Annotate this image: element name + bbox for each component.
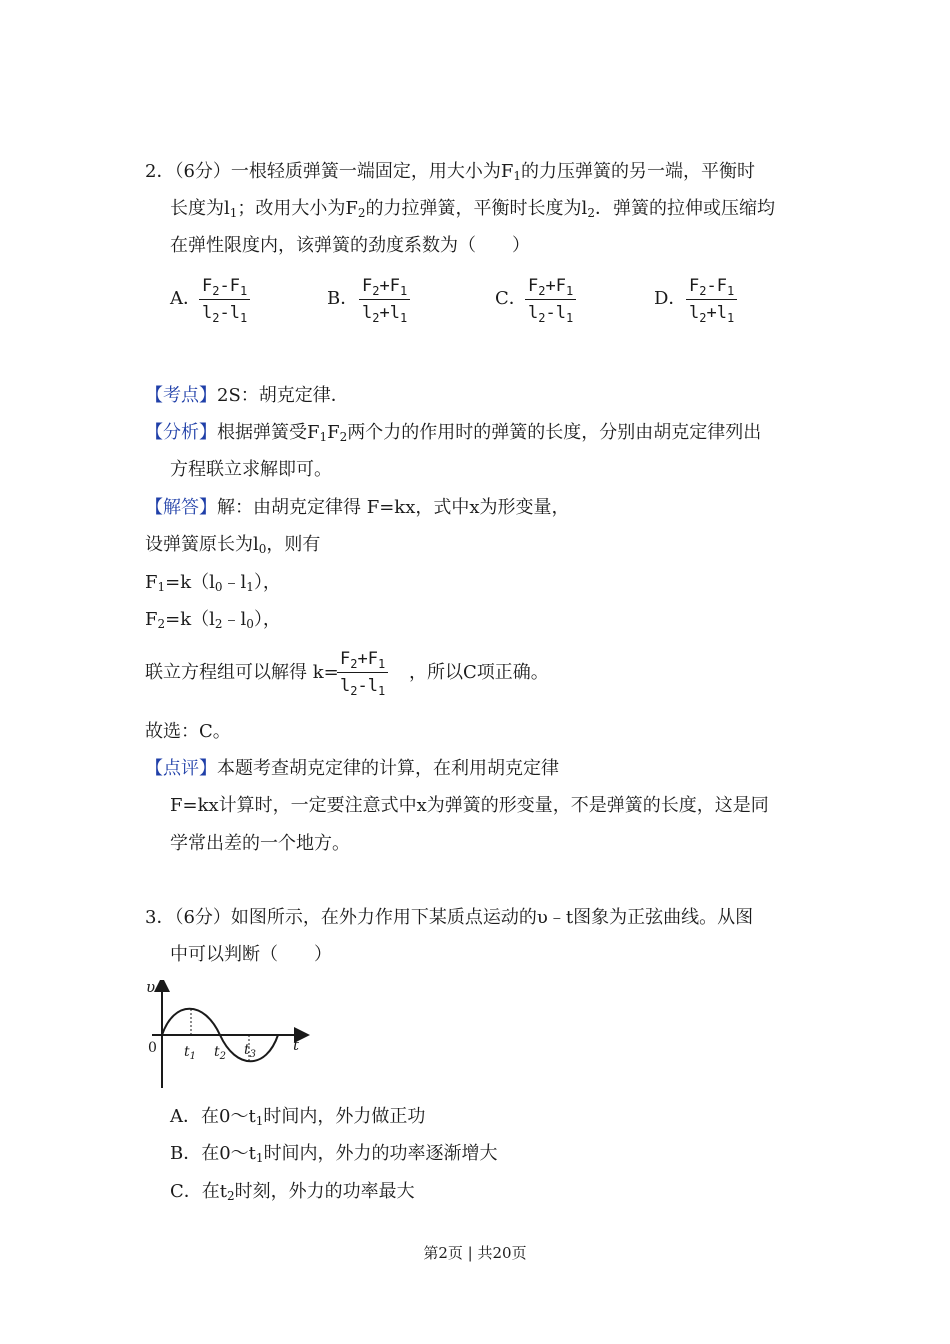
equation-1: $F_1=k(l_0﹣l_1)$， xyxy=(145,572,281,594)
q2-stem-line1: 2．（6分）一根轻质弹簧一端固定，用大小为$F_1$的力压弹簧的另一端，平衡时 xyxy=(145,161,756,183)
q2-option-d-label[interactable]: D． xyxy=(654,288,687,309)
dianping-line2: F=kx计算时，一定要注意式中x为弹簧的形变量，不是弹簧的长度，这是同 xyxy=(170,795,769,816)
v-t-graph xyxy=(140,980,320,1095)
v-axis-label: υ xyxy=(146,980,156,996)
t3-label: $t_3$ xyxy=(244,1042,257,1060)
origin-label: 0 xyxy=(148,1040,157,1056)
t1-label: $t_1$ xyxy=(184,1044,197,1062)
q3-option-c[interactable]: C．在$t_2$时刻，外力的功率最大 xyxy=(170,1181,415,1203)
q2-option-c-label[interactable]: C． xyxy=(495,288,527,309)
solve-line-start: 联立方程组可以解得 k= xyxy=(145,662,339,683)
fenxi-line2: 方程联立求解即可。 xyxy=(170,459,332,480)
q3-stem-line1: 3．（6分）如图所示，在外力作用下某质点运动的υ﹣t图象为正弦曲线。从图 xyxy=(145,907,754,928)
kaodian-line: 【考点】2S：胡克定律． xyxy=(145,385,349,406)
jieda-tag: 【解答】 xyxy=(145,497,217,518)
dianping-line1: 【点评】本题考查胡克定律的计算，在利用胡克定律 xyxy=(145,758,559,779)
q3-option-a[interactable]: A．在$0\sim t_1$时间内，外力做正功 xyxy=(170,1106,426,1128)
q2-option-b-label[interactable]: B． xyxy=(327,288,359,309)
set-length-line: 设弹簧原长为$l_0$，则有 xyxy=(145,534,321,556)
kaodian-tag: 【考点】 xyxy=(145,385,217,406)
q2-option-c-fraction[interactable]: $F_2+F_1$ $l_2-l_1$ xyxy=(525,275,576,324)
dianping-line3: 学常出差的一个地方。 xyxy=(170,833,350,854)
solve-line-end: ，所以C项正确。 xyxy=(409,662,549,683)
fenxi-line1: 【分析】根据弹簧受$F_1F_2$两个力的作用时的弹簧的长度，分别由胡克定律列出 xyxy=(145,422,762,444)
fenxi-tag: 【分析】 xyxy=(145,422,217,443)
t-axis-label: t xyxy=(293,1036,300,1054)
dianping-tag: 【点评】 xyxy=(145,758,217,779)
equation-2: $F_2=k(l_2﹣l_0)$， xyxy=(145,609,281,631)
q2-stem-line3: 在弹性限度内，该弹簧的劲度系数为（ ） xyxy=(170,235,530,256)
solution-fraction: $F_2+F_1$ $l_2-l_1$ xyxy=(337,648,388,697)
t2-label: $t_2$ xyxy=(214,1044,227,1062)
q3-option-b[interactable]: B．在$0\sim t_1$时间内，外力的功率逐渐增大 xyxy=(170,1143,498,1165)
jieda-line: 【解答】解：由胡克定律得 F=kx，式中x为形变量， xyxy=(145,497,570,518)
q3-stem-line2: 中可以判断（ ） xyxy=(170,944,332,965)
page-footer: 第2页 | 共20页 xyxy=(423,1244,527,1262)
q2-option-d-fraction[interactable]: $F_2-F_1$ $l_2+l_1$ xyxy=(686,275,737,324)
answer-line: 故选：C。 xyxy=(145,721,231,742)
q2-option-a-label[interactable]: A． xyxy=(170,288,201,309)
q2-option-a-fraction[interactable]: $F_2-F_1$ $l_2-l_1$ xyxy=(199,275,250,324)
q2-option-b-fraction[interactable]: $F_2+F_1$ $l_2+l_1$ xyxy=(359,275,410,324)
q2-stem-line2: 长度为$l_1$；改用大小为$F_2$的力拉弹簧，平衡时长度为$l_2$．弹簧的拉伸或压缩均 xyxy=(170,198,775,220)
